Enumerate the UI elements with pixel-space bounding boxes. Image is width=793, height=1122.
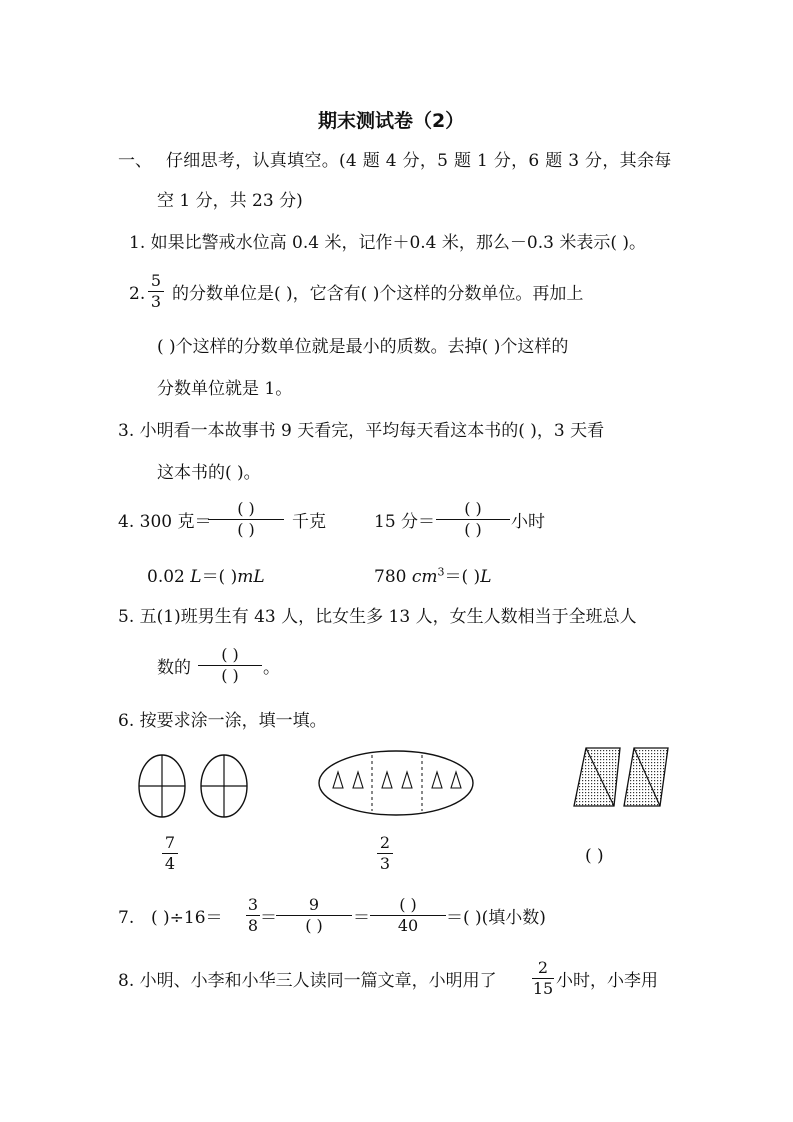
section-number: 一、	[118, 151, 152, 171]
q5-blank-numerator: ( )	[221, 645, 239, 664]
q5-blank-denominator: ( )	[221, 666, 239, 685]
q7-equals-2: ＝	[353, 908, 370, 928]
question-7-part1: ( )÷16＝	[151, 908, 223, 928]
triangle-group-figure	[319, 751, 473, 815]
question-8-part1: 8. 小明、小李和小华三人读同一篇文章，小明用了	[118, 971, 497, 991]
question-5-line2: 数的	[157, 658, 191, 678]
q6-fraction-2: 2 3	[377, 834, 393, 873]
section-instruction-line1: 仔细思考，认真填空。(4 题 4 分，5 题 1 分，6 题 3 分，其余每	[166, 151, 672, 171]
question-2-line2: ( )个这样的分数单位就是最小的质数。去掉( )个这样的	[157, 337, 569, 357]
q6-blank-3: ( )	[585, 846, 604, 866]
parallelogram-figure-2	[624, 748, 668, 806]
q2-fraction-numerator: 5	[150, 271, 162, 290]
q8-fraction: 2 15	[532, 958, 554, 998]
question-4c: 0.02 L＝( )mL	[147, 567, 265, 587]
circle-figure-1	[139, 755, 185, 817]
question-3-line1: 3. 小明看一本故事书 9 天看完，平均每天看这本书的( )，3 天看	[118, 421, 605, 441]
q6-fraction-1: 7 4	[162, 834, 178, 873]
section-instruction-line2: 空 1 分，共 23 分)	[157, 191, 303, 211]
question-4b-unit: 小时	[511, 512, 545, 532]
question-7-number: 7.	[118, 908, 135, 928]
question-4b-left: 15 分＝	[374, 512, 436, 532]
q7-equals-1: ＝	[260, 908, 277, 928]
question-5-line1: 5. 五(1)班男生有 43 人，比女生多 13 人，女生人数相当于全班总人	[118, 607, 637, 627]
q7-end: ＝( )(填小数)	[446, 908, 546, 928]
circle-figure-2	[201, 755, 247, 817]
q4a-blank-numerator: ( )	[237, 499, 255, 518]
q7-fraction-1: 3 8	[247, 895, 259, 935]
question-2-line3: 分数单位就是 1。	[157, 379, 293, 399]
question-2-number: 2.	[129, 284, 146, 304]
question-6: 6. 按要求涂一涂，填一填。	[118, 711, 327, 731]
q4b-blank-denominator: ( )	[464, 520, 482, 539]
question-4d: 780 $cm^3=$( )L	[374, 565, 492, 587]
q4a-blank-denominator: ( )	[237, 520, 255, 539]
question-5-end: 。	[263, 658, 280, 678]
q7-fraction-2: 9 ( )	[276, 896, 352, 935]
q4b-blank-numerator: ( )	[464, 499, 482, 518]
question-4a-left: 4. 300 克＝	[118, 512, 212, 532]
q7-fraction-3: ( ) 40	[370, 896, 446, 935]
question-3-line2: 这本书的( )。	[157, 463, 261, 483]
page-title: 期末测试卷（2）	[318, 110, 465, 132]
q2-fraction-denominator: 3	[150, 292, 162, 311]
parallelogram-figure-1	[574, 748, 620, 806]
question-2-line1: 的分数单位是( )，它含有( )个这样的分数单位。再加上	[172, 284, 584, 304]
question-4a-unit: 千克	[292, 512, 326, 532]
question-8-part2: 小时，小李用	[556, 971, 658, 991]
question-1: 1. 如果比警戒水位高 0.4 米，记作＋0.4 米，那么－0.3 米表示( )。	[129, 233, 647, 253]
